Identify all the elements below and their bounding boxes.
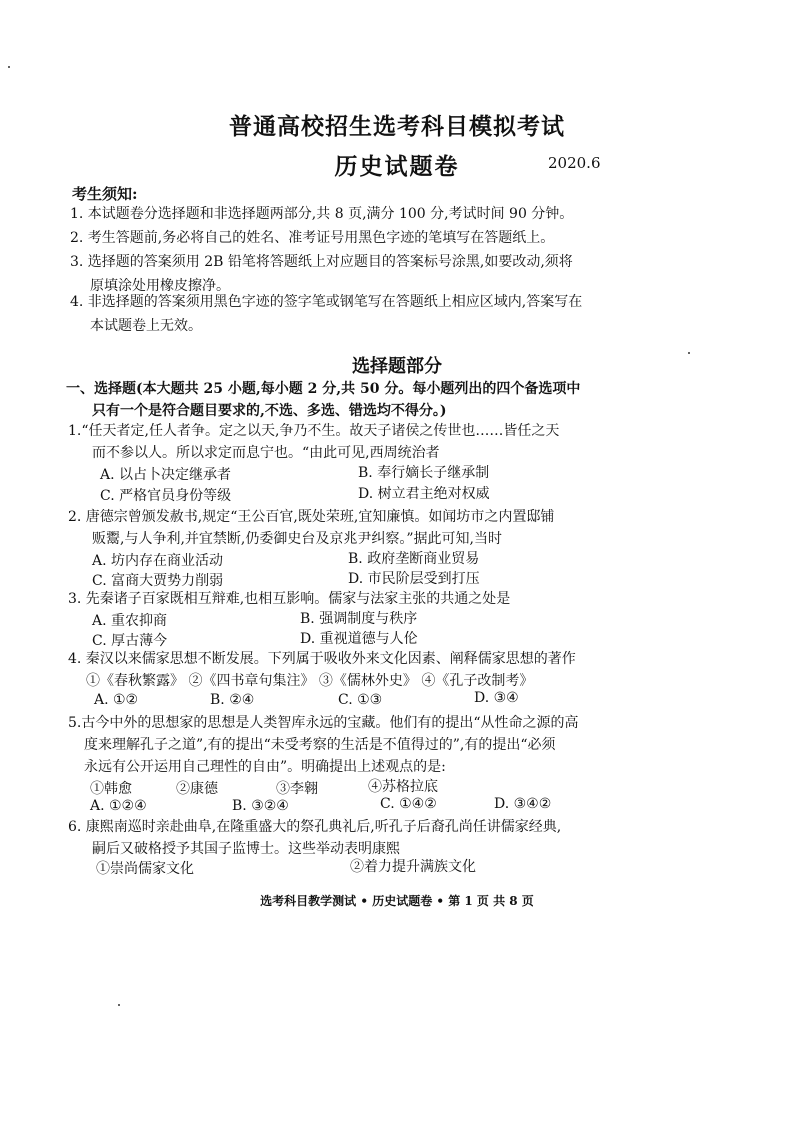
question-2-option-b: B. 政府垄断商业贸易 <box>348 551 480 567</box>
question-1-option-a: A. 以占卜决定继承者 <box>100 467 232 483</box>
question-5-option-a: A. ①②④ <box>90 798 147 814</box>
question-6-stem: 嗣后又破格授予其国子监博士。这些举动表明康熙 <box>92 841 400 857</box>
question-5-item-1: ①韩愈 <box>90 781 132 797</box>
question-6-item-1: ①崇尚儒家文化 <box>96 861 194 877</box>
notice-item: 本试题卷上无效。 <box>90 318 202 334</box>
question-3-stem: 3. 先秦诸子百家既相互辩难,也相互影响。儒家与法家主张的共通之处是 <box>68 591 511 607</box>
question-5-stem: 5.古今中外的思想家的思想是人类智库永远的宝藏。他们有的提出“从性命之源的高 <box>68 715 579 731</box>
scan-speck <box>8 66 10 68</box>
question-3-option-c: C. 厚古薄今 <box>92 633 168 649</box>
question-1-stem: 1.“任天者定,任人者争。定之以天,争乃不生。故天子诸侯之传世也……皆任之天 <box>68 423 560 439</box>
question-6-stem: 6. 康熙南巡时亲赴曲阜,在隆重盛大的祭孔典礼后,听孔子后裔孔尚任讲儒家经典, <box>68 819 562 835</box>
section-instruction: 只有一个是符合题目要求的,不选、多选、错选均不得分。) <box>92 403 447 419</box>
question-4-option-b: B. ②④ <box>210 692 255 708</box>
page-footer: 选考科目教学测试 • 历史试题卷 • 第 1 页 共 8 页 <box>260 894 534 908</box>
question-3-option-a: A. 重农抑商 <box>92 613 168 629</box>
notice-item: 2. 考生答题前,务必将自己的姓名、准考证号用黑色字迹的笔填写在答题纸上。 <box>70 230 555 246</box>
question-2-option-c: C. 富商大贾势力削弱 <box>92 573 224 589</box>
question-1-option-c: C. 严格官员身份等级 <box>100 488 232 504</box>
question-5-stem: 度来理解孔子之道”,有的提出“未受考察的生活是不值得过的”,有的提出“必须 <box>84 737 556 753</box>
question-4-option-a: A. ①② <box>94 692 139 708</box>
exam-title: 普通高校招生选考科目模拟考试 <box>229 113 565 140</box>
question-1-stem: 而不参以人。所以求定而息宁也。“由此可见,西周统治者 <box>92 445 440 461</box>
question-5-option-c: C. ①④② <box>380 796 437 812</box>
question-2-stem: 贩鬻,与人争利,并宜禁断,仍委御史台及京兆尹纠察。”据此可知,当时 <box>92 531 502 547</box>
notice-item: 1. 本试题卷分选择题和非选择题两部分,共 8 页,满分 100 分,考试时间 90 分钟。 <box>70 206 574 222</box>
question-2-stem: 2. 唐德宗曾颁发赦书,规定“王公百官,既处荣班,宜知廉慎。如闻坊市之内置邸铺 <box>68 509 555 525</box>
exam-subject-title: 历史试题卷 <box>334 153 460 180</box>
question-5-item-2: ②康德 <box>176 781 218 797</box>
question-5-item-3: ③李翱 <box>276 781 318 797</box>
question-5-stem: 永远有公开运用自己理性的自由”。明确提出上述观点的是: <box>84 759 446 775</box>
question-6-item-2: ②着力提升满族文化 <box>350 859 476 875</box>
question-2-option-a: A. 坊内存在商业活动 <box>92 553 224 569</box>
question-5-item-4: ④苏格拉底 <box>368 779 438 795</box>
question-1-option-d: D. 树立君主绝对权威 <box>358 486 490 502</box>
question-5-option-b: B. ③②④ <box>232 798 289 814</box>
question-4-stem: 4. 秦汉以来儒家思想不断发展。下列属于吸收外来文化因素、阐释儒家思想的著作 <box>68 651 576 667</box>
section-title: 选择题部分 <box>352 356 442 377</box>
question-1-option-b: B. 奉行嫡长子继承制 <box>358 465 490 481</box>
section-instruction: 一、选择题(本大题共 25 小题,每小题 2 分,共 50 分。每小题列出的四个备选项中 <box>66 381 581 397</box>
question-2-option-d: D. 市民阶层受到打压 <box>348 571 480 587</box>
notice-item: 原填涂处用橡皮擦净。 <box>90 278 230 294</box>
exam-date: 2020.6 <box>548 154 601 172</box>
notice-item: 4. 非选择题的答案须用黑色字迹的签字笔或钢笔写在答题纸上相应区域内,答案写在 <box>70 294 583 310</box>
question-4-items: ①《春秋繁露》 ②《四书章句集注》 ③《儒林外史》 ④《孔子改制考》 <box>86 673 534 689</box>
question-4-option-d: D. ③④ <box>474 690 519 706</box>
notice-heading: 考生须知: <box>72 185 138 203</box>
question-3-option-d: D. 重视道德与人伦 <box>300 631 418 647</box>
question-4-option-c: C. ①③ <box>338 692 383 708</box>
scan-speck <box>118 1004 120 1006</box>
notice-item: 3. 选择题的答案须用 2B 铅笔将答题纸上对应题目的答案标号涂黑,如要改动,须将 <box>70 254 573 270</box>
question-5-option-d: D. ③④② <box>494 796 552 812</box>
question-3-option-b: B. 强调制度与秩序 <box>300 611 418 627</box>
